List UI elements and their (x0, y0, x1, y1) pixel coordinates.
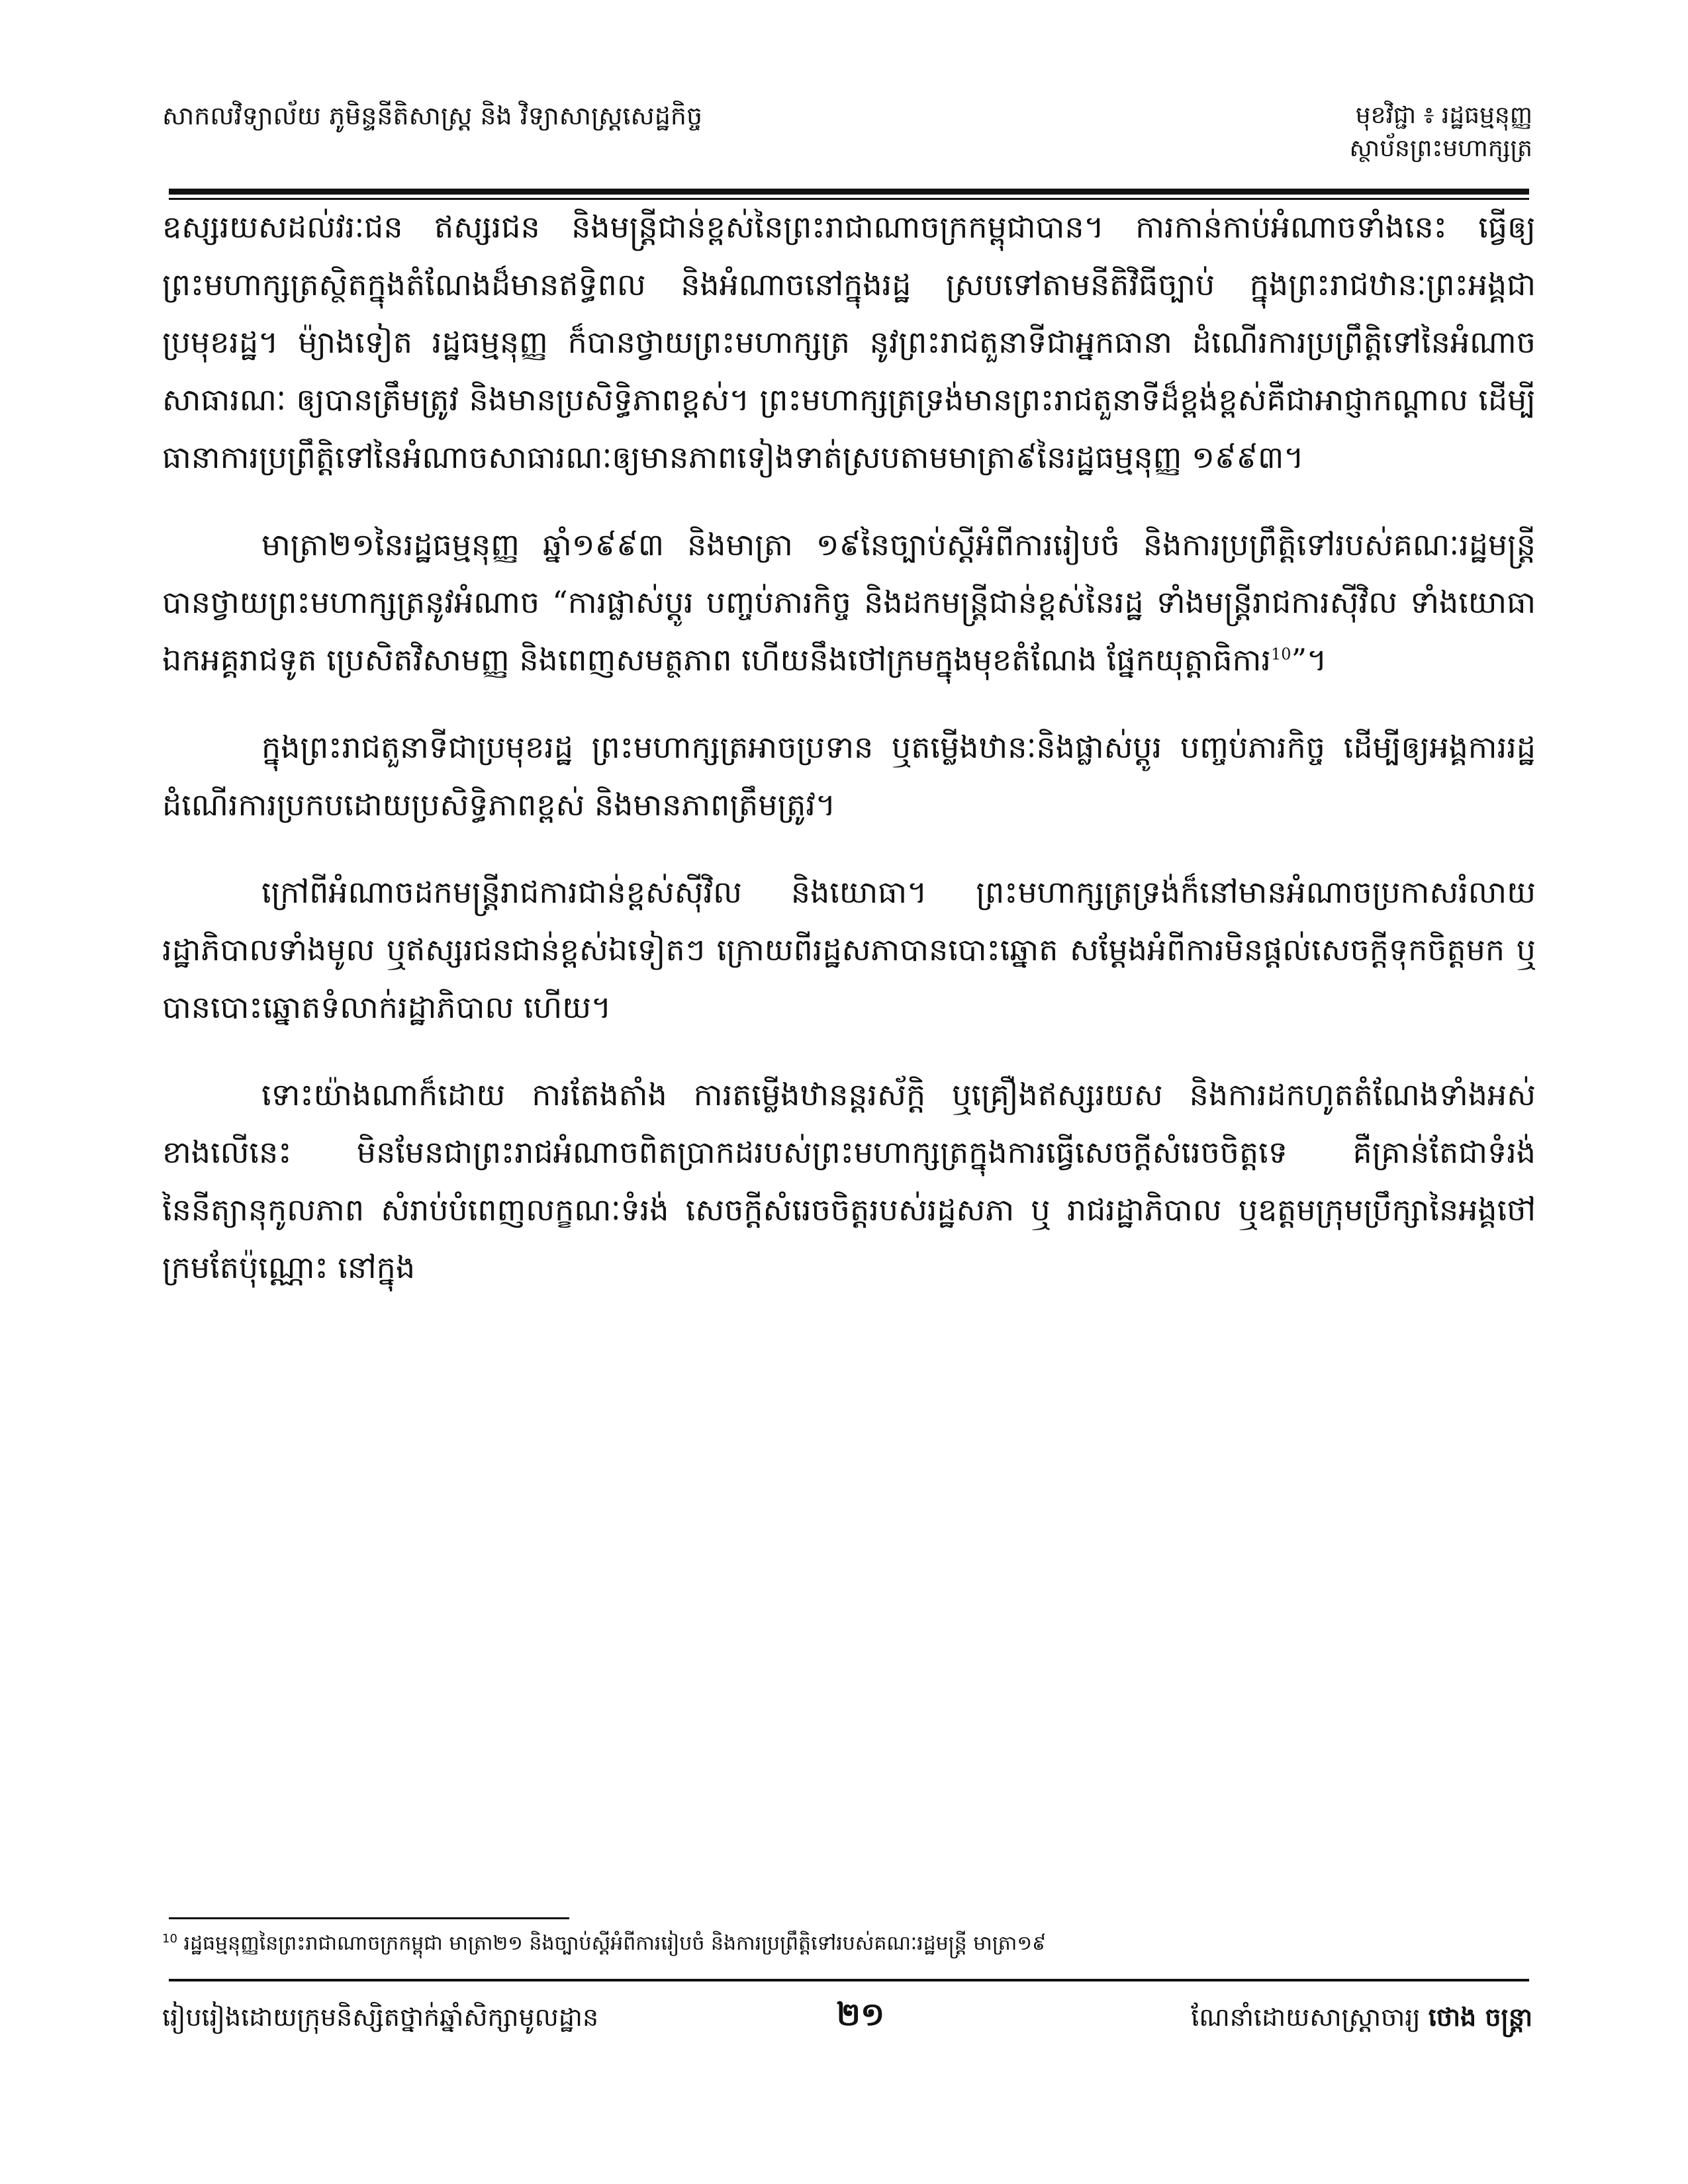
footer-rule (169, 1979, 1529, 1981)
footer-advisor-label: ណែនាំដោយសាស្ត្រាចារ្យ (1191, 2003, 1421, 2032)
header-subject (1003, 99, 1532, 165)
footer-compiled-by: រៀបរៀងដោយក្រុមនិស្សិតថ្នាក់ឆ្នាំសិក្សាមូលដ្ឋាន (162, 2003, 599, 2032)
header-rule-thick (169, 189, 1529, 195)
paragraph-2-end: ”។ (1291, 642, 1327, 678)
footer-advisor-name: ថោង ចន្ត្រា (1428, 2003, 1532, 2032)
paragraph-4: ក្រៅពីអំណាចដកមន្ត្រីរាជការជាន់ខ្ពស់ស៊ីវិល និងយោធា។ ព្រះមហាក្សត្រទ្រង់ក៏នៅមានអំណាចប្រកាសរំលាយរដ្ឋាភិបាលទាំងមូល ឬឥស្សរជនជាន់ខ្ពស់ឯទៀតៗ ក្រោយពីរដ្ឋសភាបានបោះឆ្នោត សម្តែងអំពីការមិនផ្តល់សេចក្តីទុកចិត្តមក ឬបានបោះឆ្នោតទំលាក់រដ្ឋាភិបាល ហើយ។ (162, 874, 1536, 1025)
paragraph-2-text: មាត្រា២១នៃរដ្ឋធម្មនុញ្ញ ឆ្នាំ១៩៩៣ និងមាត្រា ១៩នៃច្បាប់ស្តីអំពីការរៀបចំ និងការប្រព្រឹត្តិទៅរបស់គណៈរដ្ឋមន្ត្រី បានថ្វាយព្រះមហាក្សត្រនូវអំណាច “ការផ្លាស់ប្តូរ បញ្ចប់ភារកិច្ច និងដកមន្ត្រីជាន់ខ្ពស់នៃរដ្ឋ ទាំងមន្ត្រីរាជការស៊ីវិល ទាំងយោធា ឯកអគ្គរាជទូត ប្រេសិតវិសាមញ្ញ និងពេញសមត្ថភាព ហើយនឹងថៅក្រមក្នុងមុខតំណែង ផ្នែកយុត្តាធិការ (162, 527, 1536, 678)
footer-advisor (1191, 1997, 1532, 2037)
footnote (162, 1929, 1532, 1958)
header-subject-line1: មុខវិជ្ជា ៖ រដ្ឋធម្មនុញ្ញ (1355, 102, 1532, 129)
footnote-separator (169, 1917, 569, 1919)
footnote-ref: 10 (1271, 645, 1291, 664)
header-subject-line2: ស្ថាប័នព្រះមហាក្សត្រ (1349, 135, 1532, 162)
page-body (162, 199, 1536, 1326)
paragraph-2 (162, 516, 1536, 689)
footnote-number: 10 (162, 1932, 177, 1946)
header-university: សាកលវិទ្យាល័យ ភូមិន្ទនីតិសាស្ត្រ និង វិទ្យាសាស្ត្រសេដ្ឋកិច្ច (162, 101, 703, 130)
paragraph-1: ឧស្សរយសដល់វរៈជន ឥស្សរជន និងមន្ត្រីជាន់ខ្ពស់នៃព្រះរាជាណាចក្រកម្ពុជាបាន។ ការកាន់កាប់អំណាចទាំងនេះ ធ្វើឲ្យព្រះមហាក្សត្រស្ថិតក្នុងតំណែងដ៏មានឥទ្ធិពល និងអំណាចនៅក្នុងរដ្ឋ ស្របទៅតាមនីតិវិធីច្បាប់ ក្នុងព្រះរាជឋានៈព្រះអង្គជាប្រមុខរដ្ឋ។ ម៉្យាងទៀត រដ្ឋធម្មនុញ្ញ ក៏បានថ្វាយព្រះមហាក្សត្រ នូវព្រះរាជតួនាទីជាអ្នកធានា ដំណើរការប្រព្រឹត្តិទៅនៃអំណាច សាធារណៈ ឲ្យបានត្រឹមត្រូវ និងមានប្រសិទ្ធិភាពខ្ពស់។ ព្រះមហាក្សត្រទ្រង់មានព្រះរាជតួនាទីដ៏ខ្ពង់ខ្ពស់គឺជាអាជ្ញាកណ្តាល ដើម្បីធានាការប្រព្រឹត្តិទៅនៃអំណាចសាធារណៈឲ្យមានភាពទៀងទាត់ស្របតាមមាត្រា៩នៃរដ្ឋធម្មនុញ្ញ ១៩៩៣។ (162, 209, 1536, 475)
page-number: ២១ (836, 1996, 885, 2033)
paragraph-3: ក្នុងព្រះរាជតួនាទីជាប្រមុខរដ្ឋ ព្រះមហាក្សត្រអាចប្រទាន ឬតម្លើងឋានៈនិងផ្លាស់ប្តូរ បញ្ចប់ភារកិច្ច ដើម្បីឲ្យអង្គការរដ្ឋដំណើរការប្រកបដោយប្រសិទ្ធិភាពខ្ពស់ និងមានភាពត្រឹមត្រូវ។ (162, 729, 1536, 823)
paragraph-5: ទោះយ៉ាងណាក៏ដោយ ការតែងតាំង ការតម្លើងឋានន្តរស័ក្តិ ឬគ្រឿងឥស្សរយស និងការដកហូតតំណែងទាំងអស់ខាងលើនេះ មិនមែនជាព្រះរាជអំណាចពិតប្រាកដរបស់ព្រះមហាក្សត្រក្នុងការធ្វើសេចក្តីសំរេចចិត្តទេ គឺគ្រាន់តែជាទំរង់នៃនីត្យានុកូលភាព សំរាប់បំពេញលក្ខណៈទំរង់ សេចក្តីសំរេចចិត្តរបស់រដ្ឋសភា ឬ រាជរដ្ឋាភិបាល ឬឧត្តមក្រុមប្រឹក្សានៃអង្គថៅក្រមតែប៉ុណ្ណោះ នៅក្នុង (162, 1077, 1536, 1285)
footnote-text: រដ្ឋធម្មនុញ្ញនៃព្រះរាជាណាចក្រកម្ពុជា មាត្រា២១ និងច្បាប់ស្តីអំពីការរៀបចំ និងការប្រព្រឹត្តិទៅរបស់គណៈរដ្ឋមន្ត្រី មាត្រា១៩ (183, 1932, 1047, 1955)
